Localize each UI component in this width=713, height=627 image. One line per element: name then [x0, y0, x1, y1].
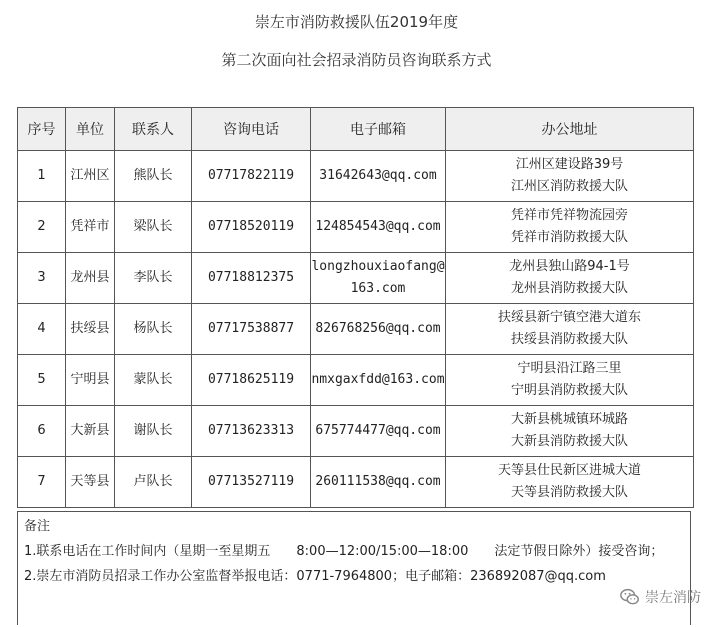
row-address-line-2: 江州区消防救援大队: [510, 179, 628, 194]
header-index: 序号: [18, 108, 66, 151]
row-phone: 07717538877: [192, 304, 311, 355]
row-phone: 07718812375: [192, 253, 311, 304]
row-index: 7: [18, 457, 66, 508]
row-address-line-2: 大新县消防救援大队: [510, 434, 628, 449]
contact-table: [17, 107, 694, 508]
notes-heading: 备注: [24, 519, 51, 534]
row-address-line-2: 龙州县消防救援大队: [510, 281, 628, 296]
table-row: [18, 304, 694, 355]
document-title-line-1: 崇左市消防救援队伍2019年度: [254, 13, 459, 31]
row-unit: 凭祥市: [66, 202, 115, 253]
header-address: 办公地址: [446, 108, 694, 151]
header-email: 电子邮箱: [311, 108, 446, 151]
notes-box: [17, 511, 691, 625]
row-email: longzhouxiaofang@163.com: [311, 253, 446, 304]
row-unit: 江州区: [66, 151, 115, 202]
row-email: 675774477@qq.com: [311, 406, 446, 457]
row-email: 31642643@qq.com: [311, 151, 446, 202]
watermark-text: 崇左消防: [645, 590, 701, 606]
row-phone: 07713527119: [192, 457, 311, 508]
row-phone: 07718625119: [192, 355, 311, 406]
row-contact: 杨队长: [115, 304, 192, 355]
row-index: 6: [18, 406, 66, 457]
row-address-line-1: 江州区建设路39号: [515, 157, 624, 172]
row-address-line-2: 凭祥市消防救援大队: [510, 230, 628, 245]
row-unit: 龙州县: [66, 253, 115, 304]
row-contact: 李队长: [115, 253, 192, 304]
row-email: nmxgaxfdd@163.com: [311, 355, 446, 406]
row-address: [446, 406, 694, 457]
row-address-line-2: 天等县消防救援大队: [510, 485, 628, 500]
row-email: 124854543@qq.com: [311, 202, 446, 253]
row-address-line-1: 天等县仕民新区进城大道: [497, 463, 641, 478]
row-index: 2: [18, 202, 66, 253]
table-row: [18, 253, 694, 304]
notes-line-2: 2.崇左市消防员招录工作办公室监督举报电话：0771-7964800；电子邮箱：236892087@qq.com: [24, 569, 606, 584]
row-contact: 蒙队长: [115, 355, 192, 406]
row-unit: 大新县: [66, 406, 115, 457]
header-phone: 咨询电话: [192, 108, 311, 151]
row-address: [446, 355, 694, 406]
table-row: [18, 406, 694, 457]
row-address-line-1: 大新县桃城镇环城路: [510, 412, 628, 427]
row-phone: 07717822119: [192, 151, 311, 202]
row-address: [446, 253, 694, 304]
row-address-line-2: 宁明县消防救援大队: [510, 383, 628, 398]
header-unit: 单位: [66, 108, 115, 151]
document-title-line-2: 第二次面向社会招录消防员咨询联系方式: [221, 51, 492, 69]
row-unit: 扶绥县: [66, 304, 115, 355]
row-email: 826768256@qq.com: [311, 304, 446, 355]
row-address: [446, 457, 694, 508]
row-contact: 谢队长: [115, 406, 192, 457]
row-contact: 熊队长: [115, 151, 192, 202]
table-row: [18, 457, 694, 508]
row-index: 1: [18, 151, 66, 202]
row-index: 4: [18, 304, 66, 355]
table-row: [18, 202, 694, 253]
row-address: [446, 202, 694, 253]
row-address-line-1: 宁明县沿江路三里: [517, 361, 622, 376]
row-email: 260111538@qq.com: [311, 457, 446, 508]
row-phone: 07713623313: [192, 406, 311, 457]
row-index: 3: [18, 253, 66, 304]
header-contact: 联系人: [115, 108, 192, 151]
watermark: [619, 586, 701, 608]
row-address-line-2: 扶绥县消防救援大队: [510, 332, 628, 347]
row-address-line-1: 凭祥市凭祥物流园旁: [510, 208, 628, 223]
table-row: [18, 355, 694, 406]
row-phone: 07718520119: [192, 202, 311, 253]
row-address-line-1: 扶绥县新宁镇空港大道东: [497, 310, 641, 325]
row-unit: 天等县: [66, 457, 115, 508]
row-address: [446, 151, 694, 202]
row-unit: 宁明县: [66, 355, 115, 406]
table-row: [18, 151, 694, 202]
table-header-row: [18, 108, 694, 151]
wechat-icon: [619, 586, 641, 608]
notes-line-1: 1.联系电话在工作时间内（星期一至星期五 8:00—12:00/15:00—18:00 法定节假日除外）接受咨询；: [24, 544, 664, 559]
row-contact: 卢队长: [115, 457, 192, 508]
row-index: 5: [18, 355, 66, 406]
row-address-line-1: 龙州县独山路94-1号: [509, 259, 630, 274]
row-contact: 梁队长: [115, 202, 192, 253]
row-address: [446, 304, 694, 355]
